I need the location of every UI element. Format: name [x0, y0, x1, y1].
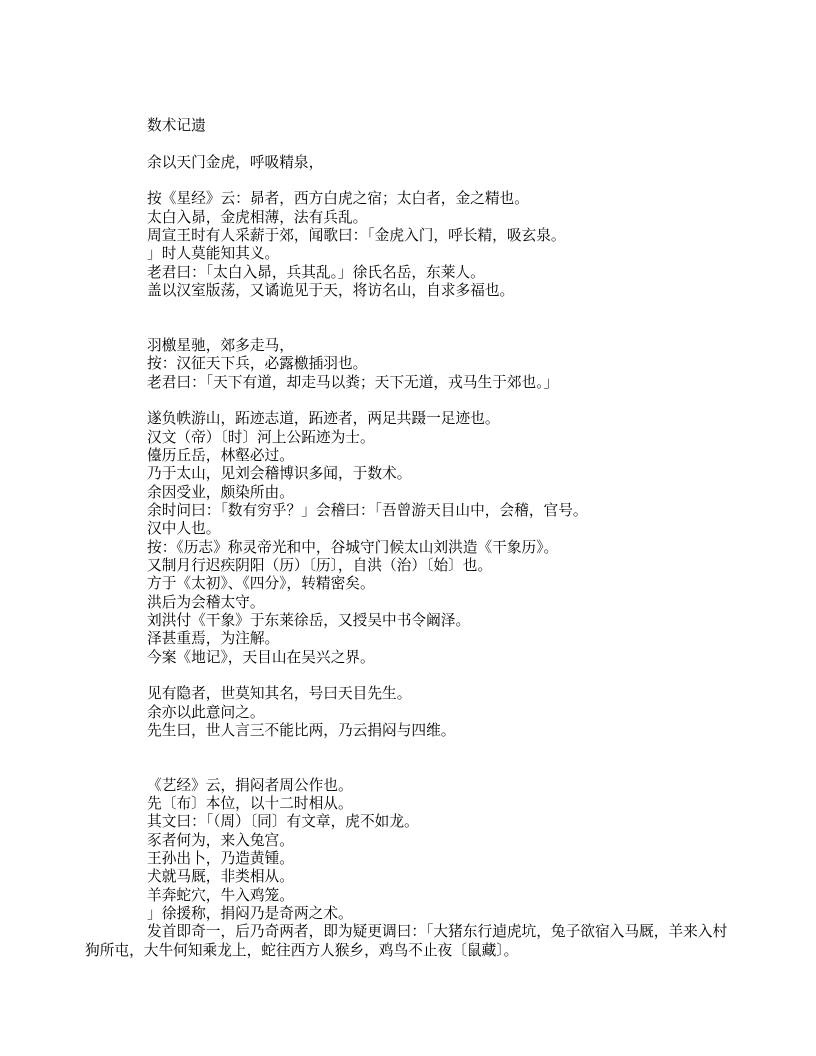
text-line: 泽甚重焉，为注解。: [147, 631, 280, 648]
text-line: 儓历丘岳，林壑必过。: [147, 447, 294, 464]
text-line: 羊奔蛇穴，牛入鸡笼。: [147, 887, 294, 904]
blank-line: [85, 740, 740, 758]
text-line: 其文曰：「（周）〔同〕有文章，虎不如龙。: [147, 814, 419, 831]
text-line: 汉中人也。: [147, 521, 221, 538]
text-line: 方于《太初》、《四分》，转精密矣。: [147, 576, 375, 593]
document-body: [85, 117, 740, 960]
text-line: 按：《历志》称灵帝光和中，谷城守门候太山刘洪造《干象历》。: [147, 539, 559, 556]
text-line: 老君曰：「天下有道，却走马以粪；天下无道，戎马生于郊也。」: [147, 374, 559, 391]
text-line: 洪后为会稽太守。: [147, 594, 265, 611]
text-line: 发首即奇一，后乃奇两者，即为疑更调曰：「大猪东行逌虎坑，兔子欲宿入马厩，羊来入村狗所屯，大牛何知乘龙上，蛇往西方人猴乡，鸡鸟不止夜〔鼠藏〕。: [85, 924, 728, 959]
text-line: 」徐援称，捐闷乃是奇两之术。: [147, 906, 353, 923]
text-line: 犬就马厩，非类相从。: [147, 869, 294, 886]
blank-line: [85, 319, 740, 337]
text-line: 见有隐者，世莫知其名，号曰天目先生。: [147, 686, 412, 703]
text-line: 余以天门金虎，呼吸精泉，: [147, 154, 324, 171]
blank-line: [85, 135, 740, 153]
text-line: 乃于太山，见刘会稽博识多闻，于数术。: [147, 466, 412, 483]
blank-line: [85, 300, 740, 318]
blank-line: [85, 172, 740, 190]
text-line: 王孙出卜，乃造黄锺。: [147, 851, 294, 868]
blank-line: [85, 667, 740, 685]
text-line: 先〔布〕本位，以十二时相从。: [147, 796, 353, 813]
text-line: 周宣王时有人采薪于郊，闻歌曰：「金虎入门，呼长精，吸玄泉。: [147, 227, 566, 244]
text-line: 羽檄星驰，郊多走马，: [147, 337, 294, 354]
text-line: 余时问曰：「数有穷乎？」会稽曰：「吾曾游天目山中，会稽，官号。: [147, 502, 588, 519]
text-line: 今案《地记》，天目山在吴兴之界。: [147, 649, 375, 666]
text-line: 按《星经》云：昴者，西方白虎之宿；太白者，金之精也。: [147, 191, 529, 208]
text-line: 汉文（帝）〔时〕河上公跖迹为士。: [147, 429, 375, 446]
text-line: 太白入昴，金虎相薄，法有兵乱。: [147, 209, 368, 226]
text-line: 盖以汉室版荡，又谲诡见于天，将访名山，自求多福也。: [147, 282, 515, 299]
text-line: 按：汉征天下兵，必露檄插羽也。: [147, 356, 368, 373]
text-line: 」时人莫能知其义。: [147, 246, 280, 263]
text-line: 又制月行迟疾阴阳（历）〔历〕，自洪（治）〔始〕也。: [147, 557, 493, 574]
text-line: 老君曰：「太白入昴，兵其乱。」徐氏名岳，东莱人。: [147, 264, 485, 281]
blank-line: [85, 392, 740, 410]
text-line: 《艺经》云，捐闷者周公作也。: [147, 777, 353, 794]
text-line: 遂负帙游山，跖迹志道，跖迹者，两足共蹑一足迹也。: [147, 411, 500, 428]
text-line: 刘洪付《干象》于东莱徐岳，又授吴中书令阚泽。: [147, 612, 471, 629]
text-line: 余亦以此意问之。: [147, 704, 265, 721]
text-line: 豕者何为，来入兔宫。: [147, 832, 294, 849]
text-line: 余因受业，颇染所由。: [147, 484, 294, 501]
text-line: 先生曰，世人言三不能比两，乃云捐闷与四维。: [147, 722, 456, 739]
blank-line: [85, 758, 740, 776]
document-title: 数术记遗: [147, 118, 206, 134]
